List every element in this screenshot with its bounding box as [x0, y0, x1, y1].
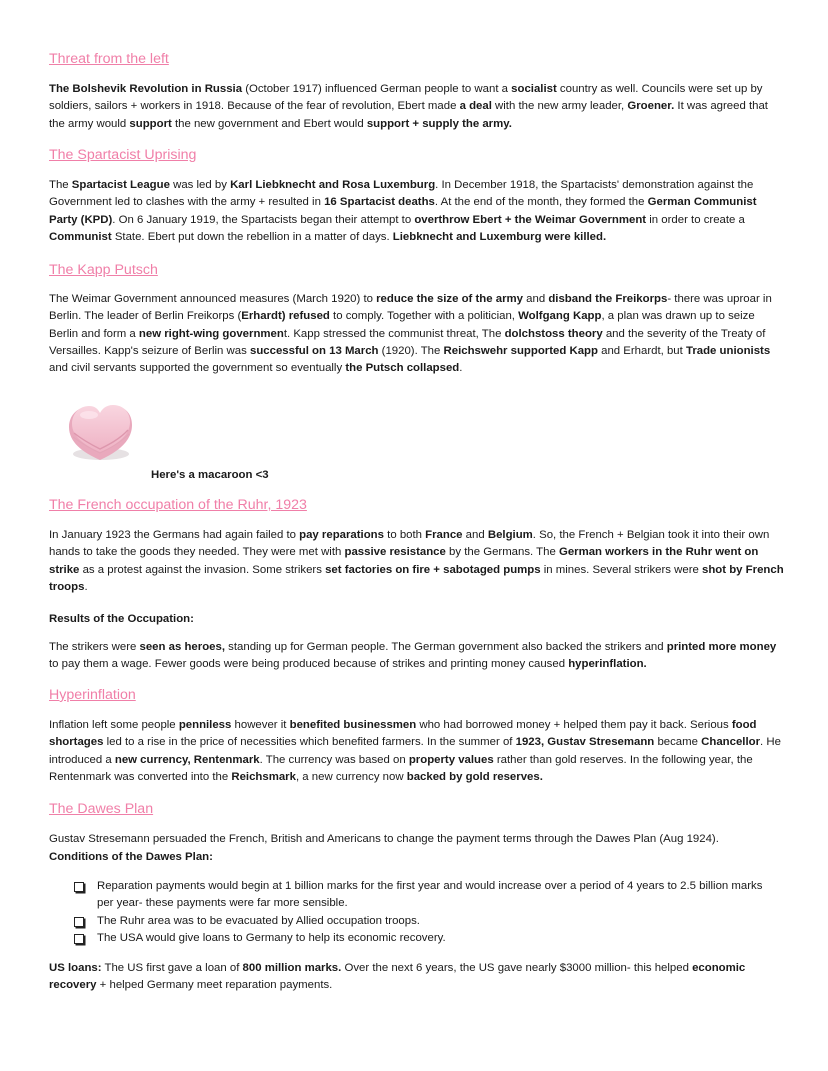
- list-item: The USA would give loans to Germany to help its economic recovery.: [73, 930, 773, 947]
- list-item: Reparation payments would begin at 1 billion marks for the first year and would increase over a period of 4 years to 2.5 billion marks per year- these payments were far more sensible.: [73, 878, 773, 913]
- macaroon-image: [64, 400, 136, 466]
- heading-hyperinflation: Hyperinflation: [49, 687, 136, 703]
- heading-dawes-plan: The Dawes Plan: [49, 801, 154, 817]
- results-of-occupation-label: Results of the Occupation:: [49, 613, 194, 625]
- paragraph-us-loans: US loans: The US first gave a loan of 800 million marks. Over the next 6 years, the US gave nearly $3000 million- this helped economic recovery + helped Germany meet reparation payments.: [49, 962, 746, 992]
- heading-kapp-putsch: The Kapp Putsch: [49, 262, 158, 278]
- paragraph-threat-from-left: The Bolshevik Revolution in Russia (October 1917) influenced German people to want a socialist country as well. Councils were set up by soldiers, sailors + workers in 1918. Because of the fear of revolution, Ebert made a deal with the new army leader, Groener. It was agreed that the army would support the new government and Ebert would support + supply the army.: [49, 83, 768, 130]
- paragraph-hyperinflation: Inflation left some people penniless however it benefited businessmen who had borrowed money + helped them pay it back. Serious food shortages led to a rise in the price of necessities which benefited farmers. In the summer of 1923, Gustav Stresemann became Chancellor. He introduced a new currency, Rentenmark. The currency was based on property values rather than gold reserves. In the following year, the Rentenmark was converted into the Reichsmark, a new currency now backed by gold reserves.: [49, 719, 781, 783]
- heading-spartacist-uprising: The Spartacist Uprising: [49, 147, 197, 163]
- macaroon-caption: Here's a macaroon <3: [151, 469, 269, 481]
- heading-ruhr-occupation: The French occupation of the Ruhr, 1923: [49, 497, 307, 513]
- dawes-conditions-label: Conditions of the Dawes Plan:: [49, 851, 213, 863]
- checkbox-bullet-icon: [74, 882, 84, 892]
- paragraph-ruhr-occupation: In January 1923 the Germans had again failed to pay reparations to both France and Belgium. So, the French + Belgian took it into their own hands to take the goods they needed. They were met with passive resistance by the Germans. The German workers in the Ruhr went on strike as a protest against the invasion. Some strikers set factories on fire + sabotaged pumps in mines. Several strikers were shot by French troops.: [49, 529, 784, 593]
- dawes-conditions-list: [73, 878, 773, 947]
- paragraph-spartacist-uprising: The Spartacist League was led by Karl Liebknecht and Rosa Luxemburg. In December 1918, the Spartacists' demonstration against the Government led to clashes with the army + resulted in 16 Spartacist deaths. At the end of the month, they formed the German Communist Party (KPD). On 6 January 1919, the Spartacists began their attempt to overthrow Ebert + the Weimar Government in order to create a Communist State. Ebert put down the rebellion in a matter of days. Liebknecht and Luxemburg were killed.: [49, 179, 757, 243]
- paragraph-dawes-intro: Gustav Stresemann persuaded the French, British and Americans to change the payment terms through the Dawes Plan (Aug 1924).: [49, 833, 719, 845]
- checkbox-bullet-icon: [74, 917, 84, 927]
- paragraph-occupation-results: The strikers were seen as heroes, standing up for German people. The German government also backed the strikers and printed more money to pay them a wage. Fewer goods were being produced because of strikes and printing money caused hyperinflation.: [49, 641, 777, 671]
- heading-threat-from-left: Threat from the left: [49, 51, 169, 67]
- list-item: The Ruhr area was to be evacuated by Allied occupation troops.: [73, 913, 773, 930]
- paragraph-kapp-putsch: The Weimar Government announced measures (March 1920) to reduce the size of the army and disband the Freikorps- there was uproar in Berlin. The leader of Berlin Freikorps (Erhardt) refused to comply. Together with a politician, Wolfgang Kapp, a plan was drawn up to seize Berlin and form a new right-wing government. Kapp stressed the communist threat, The dolchstoss theory and the severity of the Treaty of Versailles. Kapp's seizure of Berlin was successful on 13 March (1920). The Reichswehr supported Kapp and Erhardt, but Trade unionists and civil servants supported the government so eventually the Putsch collapsed.: [49, 293, 772, 375]
- checkbox-bullet-icon: [74, 934, 84, 944]
